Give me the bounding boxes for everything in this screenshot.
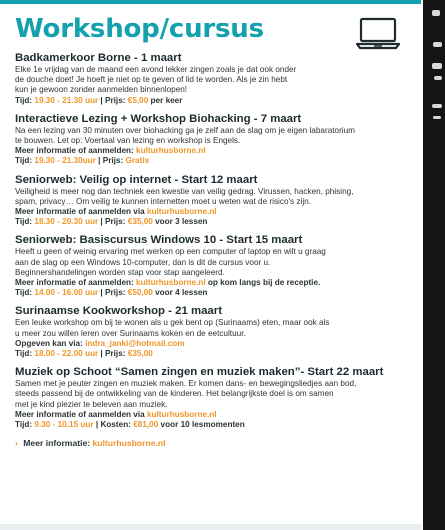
prijs-value: €50,00 [127,288,153,298]
event-more-info [15,207,415,217]
tijd-label: Tijd: [15,349,33,359]
footer-link[interactable]: kulturhusborne.nl [92,438,166,449]
edge-mark [434,76,442,80]
event-title: Interactieve Lezing + Workshop Biohacking - 7 maart [15,112,302,125]
more-info-link[interactable]: kulturhusborne.nl [136,278,206,288]
tijd-label: Tijd: [15,217,33,227]
footer-label: Meer informatie: [23,438,91,449]
prijs-suffix: per keer [150,95,183,105]
event-description-line: aan de slag op een Windows 10-computer, dan is dit de cursus voor u. [15,257,271,267]
tijd-value: 19.30 - 21.30uur [34,156,96,166]
event-more-info [15,146,415,156]
event-description-line: Veiligheid is meer nog dan techniek een kwestie van veilig gedrag. Virussen, hacken, phising, [15,186,354,196]
tijd-value: 18.00 - 22.00 uur [34,349,99,359]
event-meta: Tijd: 9.30 - 10.15 uur | Kosten: €81,00 voor 10 lesmomenten [15,420,245,430]
event-description-line: steeds passend bij de ontwikkeling van de kinderen. Het belangrijkste doel is om samen [15,389,334,399]
more-info-link[interactable]: kulturhusborne.nl [146,207,217,217]
kosten-value: €81,00 [133,420,159,430]
kosten-label: Kosten: [100,420,131,430]
prijs-label: Prijs: [105,217,126,227]
event-item [15,174,415,228]
event-description-line: te bouwen. Let op: Voertaal van lezing en workshop is Engels. [15,136,241,146]
tijd-value: 14.00 - 16.00 uur [34,288,99,298]
prijs-label: Prijs: [105,349,126,359]
event-more-info [15,410,415,420]
prijs-value: €35,00 [127,349,153,359]
laptop-icon [356,16,400,50]
tijd-value: 19.30 - 21.30 uur [34,95,99,105]
event-description-line: met je kind plezier te beleven aan muziek. [15,399,168,409]
event-meta: Tijd: 19.30 - 21.30uur | Prijs: Gratis [15,156,150,166]
event-item [15,305,415,359]
more-info-label: Opgeven kan via: [15,338,83,348]
edge-mark [433,42,442,47]
event-description-line: u meer zou willen leren over Surinaams koken en de eetcultuur. [15,328,246,338]
prijs-value: €5,00 [127,95,149,105]
event-item [15,113,415,167]
page-title: Workshop/cursus [15,14,264,44]
more-info-label: Meer informatie of aanmelden: [15,146,134,156]
event-title: Muziek op Schoot “Samen zingen en muziek maken”- Start 22 maart [15,366,384,379]
more-info-link[interactable]: kulturhusborne.nl [136,146,206,156]
bottom-divider [0,524,421,530]
edge-mark [432,63,442,69]
prijs-suffix: voor 4 lessen [155,288,208,298]
footer-more-info [15,438,415,449]
event-description-line: de douche doet! Je hoeft je niet op te geven of lid te worden. Als je zin hebt [15,75,288,85]
tijd-value: 18.30 - 20.30 uur [34,217,99,227]
event-title: Surinaamse Kookworkshop - 21 maart [15,305,222,318]
tijd-value: 9.30 - 10.15 uur [34,420,94,430]
event-more-info [15,278,415,288]
event-description-line: Een leuke workshop om bij te wonen als u gek bent op (Surinaams) eten, maar ook als [15,318,330,328]
event-more-info [15,339,415,349]
event-item [15,234,415,298]
more-info-label: Meer informatie of aanmelden via [15,409,145,419]
event-description-line: Na een lezing van 30 minuten over biohacking ga je zelf aan de slag om je eigen labaratorium [15,125,355,135]
event-description-line: Elke 1e vrijdag van de maand een avond lekker zingen zoals je dat ook onder [15,65,297,74]
event-meta: Tijd: 19.30 - 21.30 uur | Prijs: €5,00 per keer [15,95,183,105]
edge-mark [432,10,440,16]
tijd-label: Tijd: [15,156,33,166]
kosten-suffix: voor 10 lesmomenten [160,420,245,430]
event-item [15,366,415,430]
event-item [15,52,415,106]
event-description-line: spam, privacy… Om veilig te kunnen internetten moet u weten wat de risico's zijn. [15,196,311,206]
prijs-label: Prijs: [105,288,126,298]
more-info-label: Meer informatie of aanmelden: [15,278,134,288]
tijd-label: Tijd: [15,288,33,298]
event-list [15,52,415,449]
event-title: Seniorweb: Basiscursus Windows 10 - Start 15 maart [15,234,303,247]
more-info-suffix: op kom langs bij de receptie. [207,278,321,288]
edge-mark [433,116,441,119]
event-meta: Tijd: 18.30 - 20.30 uur | Prijs: €35,00 voor 3 lessen [15,217,208,227]
more-info-link[interactable]: kulturhusborne.nl [146,409,217,419]
event-meta: Tijd: 18.00 - 22.00 uur | Prijs: €35,00 [15,349,153,359]
event-description-line: Samen met je peuter zingen en muziek maken. Er komen dans- en bewegingsliedjes aan bod, [15,379,357,389]
tijd-label: Tijd: [15,95,33,105]
event-title: Badkamerkoor Borne - 1 maart [15,52,182,64]
event-description-line: Beginnershandelingen worden stap voor stap aangeleerd. [15,267,225,277]
prijs-value: €35,00 [127,217,153,227]
event-meta: Tijd: 14.00 - 16.00 uur | Prijs: €50,00 voor 4 lessen [15,288,208,298]
tijd-label: Tijd: [15,420,33,430]
more-info-label: Meer informatie of aanmelden via [15,207,145,217]
prijs-suffix: voor 3 lessen [155,217,208,227]
right-edge-strip [423,0,445,530]
more-info-email[interactable]: indra_janki@hotmail.com [85,338,185,348]
event-description-line: kun je gewoon zonder aanmelden binnenlopen! [15,85,188,95]
prijs-label: Prijs: [102,156,124,166]
event-description-line: Heeft u geen of weinig ervaring met werken op een computer of laptop en wilt u graag [15,247,326,257]
prijs-value: Gratis [125,156,150,166]
edge-mark [432,104,442,108]
chevron-right-icon: › [15,438,18,449]
event-title: Seniorweb: Veilig op internet - Start 12 maart [15,173,258,186]
prijs-label: Prijs: [105,95,126,105]
